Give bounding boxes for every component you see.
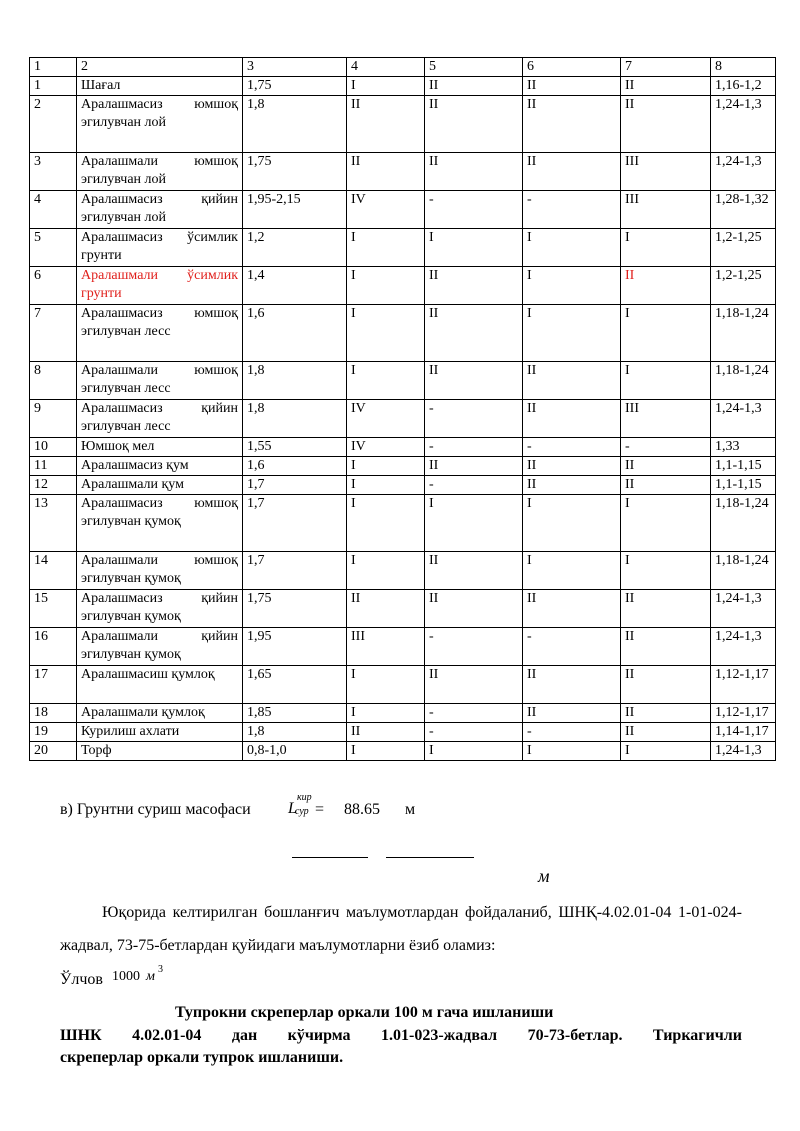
- class-cell: I: [347, 476, 425, 495]
- coefficient-cell: 1,24-1,3: [711, 590, 776, 628]
- class-cell: II: [523, 476, 621, 495]
- row-number-cell: 20: [30, 742, 77, 761]
- coefficient-cell: 1,24-1,3: [711, 742, 776, 761]
- density-cell: 1,7: [243, 552, 347, 590]
- class-cell: II: [425, 77, 523, 96]
- class-cell: II: [621, 96, 711, 153]
- class-cell: II: [425, 457, 523, 476]
- class-cell: I: [425, 495, 523, 552]
- table-row: [30, 723, 776, 742]
- class-cell: II: [425, 362, 523, 400]
- coefficient-cell: 1,18-1,24: [711, 552, 776, 590]
- table-row: [30, 267, 776, 305]
- class-cell: II: [523, 362, 621, 400]
- distance-symbol: L: [288, 800, 297, 817]
- class-cell: II: [347, 96, 425, 153]
- coefficient-cell: 1,2-1,25: [711, 267, 776, 305]
- coefficient-cell: 1,1-1,15: [711, 476, 776, 495]
- class-cell: II: [425, 96, 523, 153]
- class-cell: I: [621, 495, 711, 552]
- class-cell: IV: [347, 438, 425, 457]
- class-cell: II: [621, 590, 711, 628]
- row-number-cell: 1: [30, 77, 77, 96]
- class-cell: I: [425, 742, 523, 761]
- row-number-cell: 4: [30, 191, 77, 229]
- class-cell: II: [621, 77, 711, 96]
- soil-name-cell: Аралашмасиз қийин эгилувчан лой: [77, 191, 243, 229]
- class-cell: II: [425, 267, 523, 305]
- table-row: [30, 476, 776, 495]
- table-row: [30, 495, 776, 552]
- row-number-cell: 8: [30, 362, 77, 400]
- soil-name-cell: Аралашмасиз юмшоқ эгилувчан лесс: [77, 305, 243, 362]
- row-number-cell: 15: [30, 590, 77, 628]
- class-cell: II: [621, 267, 711, 305]
- class-cell: I: [621, 742, 711, 761]
- distance-label: в) Грунтни суриш масофаси: [60, 801, 251, 818]
- density-cell: 1,75: [243, 77, 347, 96]
- measure-unit: м: [146, 969, 155, 984]
- table-header-row: [30, 58, 776, 77]
- class-cell: IV: [347, 191, 425, 229]
- class-cell: II: [425, 153, 523, 191]
- coefficient-cell: 1,2-1,25: [711, 229, 776, 267]
- class-cell: II: [523, 77, 621, 96]
- table-row: [30, 362, 776, 400]
- class-cell: I: [523, 495, 621, 552]
- row-number-cell: 2: [30, 96, 77, 153]
- subheading-line-2: скреперлар оркали тупрок ишланиши.: [60, 1049, 344, 1066]
- class-cell: III: [621, 153, 711, 191]
- class-cell: I: [347, 457, 425, 476]
- row-number-cell: 13: [30, 495, 77, 552]
- blank-line-1: [292, 857, 368, 858]
- soil-name-cell: Аралашмали қийин эгилувчан қумоқ: [77, 628, 243, 666]
- coefficient-cell: 1,12-1,17: [711, 666, 776, 704]
- density-cell: 1,55: [243, 438, 347, 457]
- table-row: [30, 457, 776, 476]
- soil-table: [29, 57, 776, 761]
- soil-name-cell: Торф: [77, 742, 243, 761]
- class-cell: -: [425, 704, 523, 723]
- class-cell: -: [523, 438, 621, 457]
- row-number-cell: 11: [30, 457, 77, 476]
- coefficient-cell: 1,28-1,32: [711, 191, 776, 229]
- class-cell: -: [425, 476, 523, 495]
- coefficient-cell: 1,24-1,3: [711, 628, 776, 666]
- row-number-cell: 16: [30, 628, 77, 666]
- class-cell: II: [347, 723, 425, 742]
- row-number-cell: 19: [30, 723, 77, 742]
- class-cell: -: [425, 400, 523, 438]
- soil-name-cell: Аралашмали юмшоқ эгилувчан лесс: [77, 362, 243, 400]
- density-cell: 1,95-2,15: [243, 191, 347, 229]
- class-cell: II: [621, 704, 711, 723]
- class-cell: II: [523, 590, 621, 628]
- table-row: [30, 666, 776, 704]
- unit-m: м: [538, 866, 550, 886]
- coefficient-cell: 1,14-1,17: [711, 723, 776, 742]
- soil-name-cell: Аралашмали юмшоқ эгилувчан қумоқ: [77, 552, 243, 590]
- class-cell: II: [425, 590, 523, 628]
- table-row: [30, 191, 776, 229]
- class-cell: I: [523, 305, 621, 362]
- class-cell: II: [621, 628, 711, 666]
- measure-value: 1000: [112, 969, 140, 984]
- soil-name-cell: Аралашмали юмшоқ эгилувчан лой: [77, 153, 243, 191]
- class-cell: I: [621, 552, 711, 590]
- class-cell: III: [621, 191, 711, 229]
- table-row: [30, 77, 776, 96]
- soil-name-cell: Аралашмасиш қумлоқ: [77, 666, 243, 704]
- density-cell: 1,6: [243, 457, 347, 476]
- header-cell: 4: [347, 58, 425, 77]
- class-cell: -: [425, 191, 523, 229]
- density-cell: 1,85: [243, 704, 347, 723]
- header-cell: 2: [77, 58, 243, 77]
- class-cell: II: [425, 305, 523, 362]
- coefficient-cell: 1,18-1,24: [711, 305, 776, 362]
- table-row: [30, 400, 776, 438]
- soil-name-cell: Аралашмали ўсимлик грунти: [77, 267, 243, 305]
- density-cell: 1,8: [243, 723, 347, 742]
- coefficient-cell: 1,24-1,3: [711, 153, 776, 191]
- class-cell: II: [621, 723, 711, 742]
- class-cell: I: [621, 229, 711, 267]
- class-cell: II: [621, 476, 711, 495]
- row-number-cell: 17: [30, 666, 77, 704]
- density-cell: 1,75: [243, 153, 347, 191]
- coefficient-cell: 1,24-1,3: [711, 96, 776, 153]
- coefficient-cell: 1,18-1,24: [711, 495, 776, 552]
- soil-name-cell: Аралашмасиз қийин эгилувчан лесс: [77, 400, 243, 438]
- coefficient-cell: 1,16-1,2: [711, 77, 776, 96]
- table-row: [30, 305, 776, 362]
- class-cell: II: [523, 153, 621, 191]
- density-cell: 1,75: [243, 590, 347, 628]
- coefficient-cell: 1,1-1,15: [711, 457, 776, 476]
- distance-equals: =: [315, 801, 325, 818]
- class-cell: I: [347, 362, 425, 400]
- soil-name-cell: Аралашмасиз қум: [77, 457, 243, 476]
- soil-name-cell: Аралашмали қум: [77, 476, 243, 495]
- class-cell: IV: [347, 400, 425, 438]
- row-number-cell: 6: [30, 267, 77, 305]
- soil-name-cell: Аралашмасиз юмшоқ эгилувчан қумоқ: [77, 495, 243, 552]
- table-row: [30, 96, 776, 153]
- row-number-cell: 12: [30, 476, 77, 495]
- subheading-line-1: ШНК 4.02.01-04 дан кўчирма 1.01-023-жадвал 70-73-бетлар. Тиркагичли: [60, 1027, 742, 1044]
- class-cell: III: [347, 628, 425, 666]
- class-cell: III: [621, 400, 711, 438]
- row-number-cell: 10: [30, 438, 77, 457]
- class-cell: -: [425, 438, 523, 457]
- class-cell: I: [347, 305, 425, 362]
- class-cell: I: [347, 666, 425, 704]
- blank-line-2: [386, 857, 474, 858]
- measure-label: Ўлчов: [60, 971, 103, 988]
- class-cell: I: [347, 495, 425, 552]
- soil-name-cell: Аралашмали қумлоқ: [77, 704, 243, 723]
- row-number-cell: 5: [30, 229, 77, 267]
- class-cell: I: [347, 267, 425, 305]
- intro-paragraph: Юқорида келтирилган бошланғич маълумотлардан фойдаланиб, ШНҚ-4.02.01-04 1-01-024-жадвал, 73-75-бетлардан қуйидаги маълумотларни ёзиб оламиз:: [60, 904, 742, 954]
- class-cell: I: [347, 552, 425, 590]
- table-row: [30, 742, 776, 761]
- distance-unit: м: [405, 801, 416, 818]
- table-row: [30, 229, 776, 267]
- class-cell: II: [425, 666, 523, 704]
- header-cell: 5: [425, 58, 523, 77]
- section-heading: Тупрокни скреперлар оркали 100 м гача ишланиши: [175, 1004, 554, 1021]
- table-row: [30, 590, 776, 628]
- density-cell: 1,7: [243, 476, 347, 495]
- class-cell: I: [621, 362, 711, 400]
- header-cell: 3: [243, 58, 347, 77]
- table-row: [30, 704, 776, 723]
- header-cell: 8: [711, 58, 776, 77]
- soil-name-cell: Аралашмасиз юмшоқ эгилувчан лой: [77, 96, 243, 153]
- class-cell: II: [347, 153, 425, 191]
- class-cell: I: [523, 229, 621, 267]
- density-cell: 1,8: [243, 362, 347, 400]
- density-cell: 1,4: [243, 267, 347, 305]
- class-cell: I: [523, 742, 621, 761]
- class-cell: II: [523, 666, 621, 704]
- density-cell: 1,8: [243, 96, 347, 153]
- density-cell: 1,2: [243, 229, 347, 267]
- row-number-cell: 7: [30, 305, 77, 362]
- coefficient-cell: 1,12-1,17: [711, 704, 776, 723]
- table-row: [30, 628, 776, 666]
- coefficient-cell: 1,33: [711, 438, 776, 457]
- density-cell: 1,95: [243, 628, 347, 666]
- class-cell: II: [523, 96, 621, 153]
- row-number-cell: 3: [30, 153, 77, 191]
- coefficient-cell: 1,18-1,24: [711, 362, 776, 400]
- table-row: [30, 153, 776, 191]
- class-cell: -: [425, 723, 523, 742]
- class-cell: II: [621, 457, 711, 476]
- class-cell: -: [425, 628, 523, 666]
- distance-value: 88.65: [344, 801, 380, 818]
- table-row: [30, 552, 776, 590]
- class-cell: I: [347, 742, 425, 761]
- row-number-cell: 9: [30, 400, 77, 438]
- class-cell: II: [523, 704, 621, 723]
- class-cell: I: [347, 704, 425, 723]
- table-row: [30, 438, 776, 457]
- class-cell: -: [523, 723, 621, 742]
- soil-name-cell: Аралашмасиз ўсимлик грунти: [77, 229, 243, 267]
- class-cell: -: [523, 628, 621, 666]
- class-cell: I: [621, 305, 711, 362]
- row-number-cell: 14: [30, 552, 77, 590]
- class-cell: I: [347, 77, 425, 96]
- row-number-cell: 18: [30, 704, 77, 723]
- coefficient-cell: 1,24-1,3: [711, 400, 776, 438]
- density-cell: 0,8-1,0: [243, 742, 347, 761]
- measure-power: 3: [158, 964, 163, 975]
- soil-name-cell: Курилиш ахлати: [77, 723, 243, 742]
- density-cell: 1,65: [243, 666, 347, 704]
- density-cell: 1,8: [243, 400, 347, 438]
- density-cell: 1,6: [243, 305, 347, 362]
- soil-name-cell: Шағал: [77, 77, 243, 96]
- class-cell: II: [523, 400, 621, 438]
- distance-superscript: кир: [297, 792, 312, 803]
- class-cell: I: [523, 267, 621, 305]
- class-cell: -: [523, 191, 621, 229]
- class-cell: -: [621, 438, 711, 457]
- class-cell: II: [425, 552, 523, 590]
- class-cell: I: [523, 552, 621, 590]
- distance-subscript: сур: [295, 806, 309, 817]
- header-cell: 7: [621, 58, 711, 77]
- header-cell: 1: [30, 58, 77, 77]
- class-cell: II: [523, 457, 621, 476]
- density-cell: 1,7: [243, 495, 347, 552]
- class-cell: I: [347, 229, 425, 267]
- class-cell: II: [347, 590, 425, 628]
- class-cell: II: [621, 666, 711, 704]
- soil-name-cell: Юмшоқ мел: [77, 438, 243, 457]
- class-cell: I: [425, 229, 523, 267]
- header-cell: 6: [523, 58, 621, 77]
- soil-name-cell: Аралашмасиз қийин эгилувчан қумоқ: [77, 590, 243, 628]
